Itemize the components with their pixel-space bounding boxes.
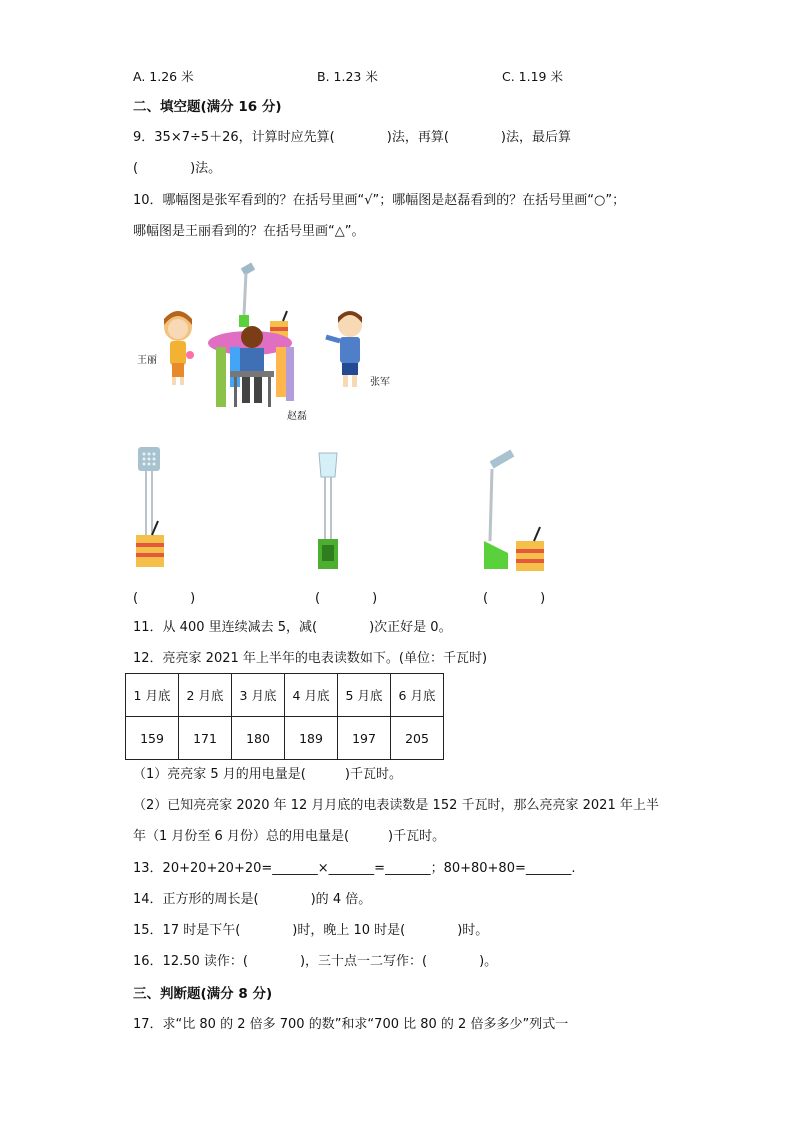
table-header: 1 月底 bbox=[126, 674, 179, 717]
table-cell: 171 bbox=[179, 717, 232, 760]
lamp-figure bbox=[239, 263, 255, 327]
q10-line1: 10．哪幅图是张军看到的？在括号里画“√”；哪幅图是赵磊看到的？在括号里画“○”； bbox=[133, 193, 626, 208]
q12-part1: （1）亮亮家 5 月的用电量是( )千瓦时。 bbox=[133, 767, 402, 782]
section2-title: 二、填空题(满分 16 分) bbox=[133, 99, 282, 115]
table-cell: 197 bbox=[338, 717, 391, 760]
q11: 11．从 400 里连续减去 5，减( )次正好是 0。 bbox=[133, 620, 452, 635]
lamp-view-2 bbox=[310, 445, 350, 575]
scene-illustration bbox=[130, 255, 410, 425]
lamp-view-1 bbox=[128, 445, 178, 575]
q12-part2-line1: （2）已知亮亮家 2020 年 12 月月底的电表读数是 152 千瓦时，那么亮亮家 2021 年上半 bbox=[133, 798, 659, 813]
q17: 17．求“比 80 的 2 倍多 700 的数”和求“700 比 80 的 2 倍多多少”列式一 bbox=[133, 1017, 569, 1032]
q13: 13．20+20+20+20=_______×_______=_______；80+80+80=_______. bbox=[133, 861, 576, 876]
table-header: 5 月底 bbox=[338, 674, 391, 717]
table-header-row bbox=[126, 674, 444, 717]
section3-title: 三、判断题(满分 8 分) bbox=[133, 986, 273, 1002]
q15: 15．17 时是下午( )时，晚上 10 时是( )时。 bbox=[133, 923, 489, 938]
option-c: C. 1.19 米 bbox=[502, 69, 563, 84]
q14: 14．正方形的周长是( )的 4 倍。 bbox=[133, 892, 372, 907]
label-zhangjun: 张军 bbox=[370, 377, 390, 388]
table-header: 6 月底 bbox=[391, 674, 444, 717]
boy-figure bbox=[326, 311, 362, 387]
table-cell: 189 bbox=[285, 717, 338, 760]
meter-reading-table bbox=[125, 673, 444, 760]
table-cell: 180 bbox=[232, 717, 285, 760]
option-a: A. 1.26 米 bbox=[133, 69, 194, 84]
q9-line1: 9．35×7÷5＋26，计算时应先算( )法，再算( )法，最后算 bbox=[133, 130, 571, 145]
answer-paren-1[interactable]: ( ) bbox=[133, 591, 196, 606]
q12-intro: 12．亮亮家 2021 年上半年的电表读数如下。(单位：千瓦时) bbox=[133, 651, 488, 666]
q12-part2-line2: 年（1 月份至 6 月份）总的用电量是( )千瓦时。 bbox=[133, 829, 446, 844]
q16: 16．12.50 读作：( )，三十点一二写作：( )。 bbox=[133, 954, 498, 969]
lamp-view-3 bbox=[478, 445, 548, 575]
q9-line2: ( )法。 bbox=[133, 161, 222, 176]
girl-figure bbox=[164, 311, 194, 385]
table-header: 4 月底 bbox=[285, 674, 338, 717]
label-zhaolei: 赵磊 bbox=[287, 411, 307, 422]
table-row bbox=[126, 717, 444, 760]
option-b: B. 1.23 米 bbox=[317, 69, 378, 84]
label-wangli: 王丽 bbox=[137, 355, 157, 366]
table-cell: 205 bbox=[391, 717, 444, 760]
table-header: 3 月底 bbox=[232, 674, 285, 717]
answer-paren-3[interactable]: ( ) bbox=[483, 591, 546, 606]
answer-paren-2[interactable]: ( ) bbox=[315, 591, 378, 606]
table-header: 2 月底 bbox=[179, 674, 232, 717]
table-cell: 159 bbox=[126, 717, 179, 760]
q10-line2: 哪幅图是王丽看到的？在括号里画“△”。 bbox=[133, 224, 365, 239]
